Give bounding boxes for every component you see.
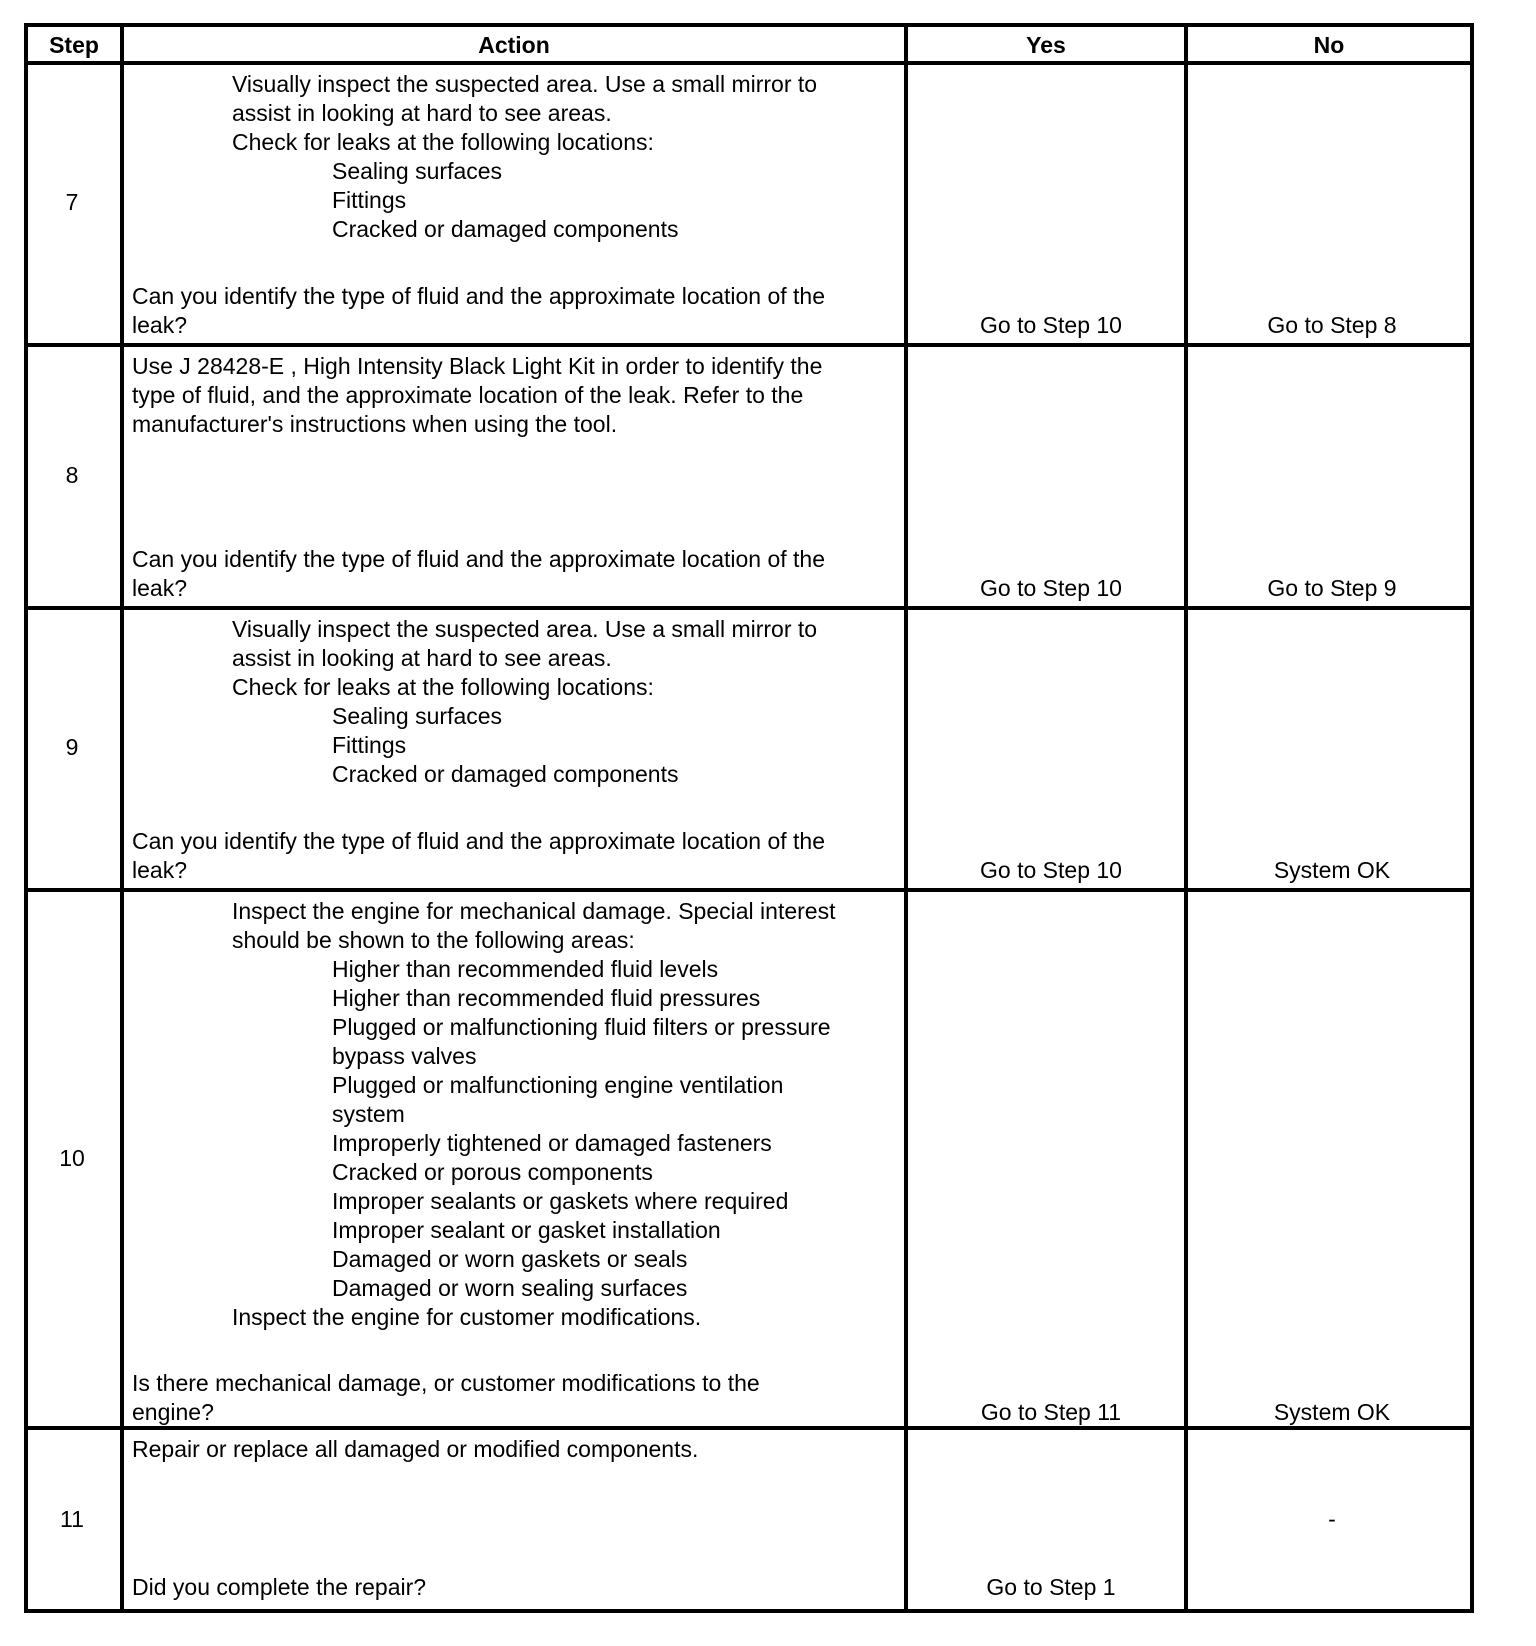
header-no: No xyxy=(1313,32,1345,58)
list-item: Improperly tightened or damaged fasteners xyxy=(332,1130,772,1156)
list-item: Higher than recommended fluid levels xyxy=(332,956,719,982)
step-number: 10 xyxy=(59,1145,85,1171)
question-text: Can you identify the type of fluid and the approximate location of the xyxy=(132,283,825,309)
list-item: Plugged or malfunctioning engine ventilation xyxy=(332,1072,784,1098)
no-result: System OK xyxy=(1273,1399,1391,1425)
no-result: Go to Step 9 xyxy=(1267,575,1397,601)
row-divider xyxy=(24,888,1474,892)
list-item: Cracked or damaged components xyxy=(332,761,679,787)
yes-result: Go to Step 10 xyxy=(980,857,1122,883)
action-text: should be shown to the following areas: xyxy=(232,927,635,953)
action-text: Inspect the engine for customer modifications. xyxy=(232,1304,702,1330)
list-item: Fittings xyxy=(332,187,407,213)
header-divider xyxy=(24,61,1474,65)
question-text: Can you identify the type of fluid and the approximate location of the xyxy=(132,828,825,854)
action-text: manufacturer's instructions when using the tool. xyxy=(132,411,618,437)
action-text: Visually inspect the suspected area. Use a small mirror to xyxy=(232,71,818,97)
action-text: assist in looking at hard to see areas. xyxy=(232,645,612,671)
action-text: Repair or replace all damaged or modified components. xyxy=(132,1436,699,1462)
step-number: 8 xyxy=(65,462,79,488)
step-number: 7 xyxy=(65,189,79,215)
question-text: Is there mechanical damage, or customer modifications to the xyxy=(132,1370,760,1396)
yes-result: Go to Step 10 xyxy=(980,575,1122,601)
list-item: system xyxy=(332,1101,405,1127)
list-item: Damaged or worn sealing surfaces xyxy=(332,1275,688,1301)
action-text: Check for leaks at the following locations: xyxy=(232,674,654,700)
header-action: Action xyxy=(478,32,550,58)
list-item: Cracked or porous components xyxy=(332,1159,653,1185)
list-item: Plugged or malfunctioning fluid filters or pressure xyxy=(332,1014,831,1040)
list-item: Higher than recommended fluid pressures xyxy=(332,985,761,1011)
table-border-left xyxy=(24,23,28,1613)
action-text: Check for leaks at the following locations: xyxy=(232,129,654,155)
question-text: Can you identify the type of fluid and the approximate location of the xyxy=(132,546,825,572)
yes-result: Go to Step 1 xyxy=(986,1574,1116,1600)
list-item: Improper sealants or gaskets where required xyxy=(332,1188,789,1214)
no-result: System OK xyxy=(1273,857,1391,883)
list-item: Cracked or damaged components xyxy=(332,216,679,242)
question-text: leak? xyxy=(132,857,187,883)
action-text: Visually inspect the suspected area. Use a small mirror to xyxy=(232,616,818,642)
header-step: Step xyxy=(49,32,99,58)
list-item: Sealing surfaces xyxy=(332,703,503,729)
no-result: - xyxy=(1328,1506,1336,1532)
list-item: Sealing surfaces xyxy=(332,158,503,184)
row-divider xyxy=(24,606,1474,610)
action-text: assist in looking at hard to see areas. xyxy=(232,100,612,126)
yes-result: Go to Step 11 xyxy=(980,1399,1122,1425)
action-text: Inspect the engine for mechanical damage. Special interest xyxy=(232,898,836,924)
table-border-bottom xyxy=(24,1609,1474,1613)
list-item: Improper sealant or gasket installation xyxy=(332,1217,721,1243)
action-text: Use J 28428-E , High Intensity Black Light Kit in order to identify the xyxy=(132,353,823,379)
step-number: 9 xyxy=(65,734,79,760)
yes-result: Go to Step 10 xyxy=(980,312,1122,338)
question-text: Did you complete the repair? xyxy=(132,1574,427,1600)
row-divider xyxy=(24,343,1474,347)
step-number: 11 xyxy=(60,1506,84,1532)
table-border-right xyxy=(1470,23,1474,1613)
question-text: engine? xyxy=(132,1399,214,1425)
column-divider-yes xyxy=(1184,23,1188,1613)
list-item: Damaged or worn gaskets or seals xyxy=(332,1246,688,1272)
question-text: leak? xyxy=(132,575,187,601)
column-divider-action xyxy=(904,23,908,1613)
diagnostic-table xyxy=(24,23,1474,1613)
action-text: type of fluid, and the approximate location of the leak. Refer to the xyxy=(132,382,804,408)
column-divider-step xyxy=(120,23,124,1613)
header-yes: Yes xyxy=(1026,32,1066,58)
table-border-top xyxy=(24,23,1474,27)
list-item: bypass valves xyxy=(332,1043,477,1069)
no-result: Go to Step 8 xyxy=(1267,312,1397,338)
list-item: Fittings xyxy=(332,732,407,758)
question-text: leak? xyxy=(132,312,187,338)
